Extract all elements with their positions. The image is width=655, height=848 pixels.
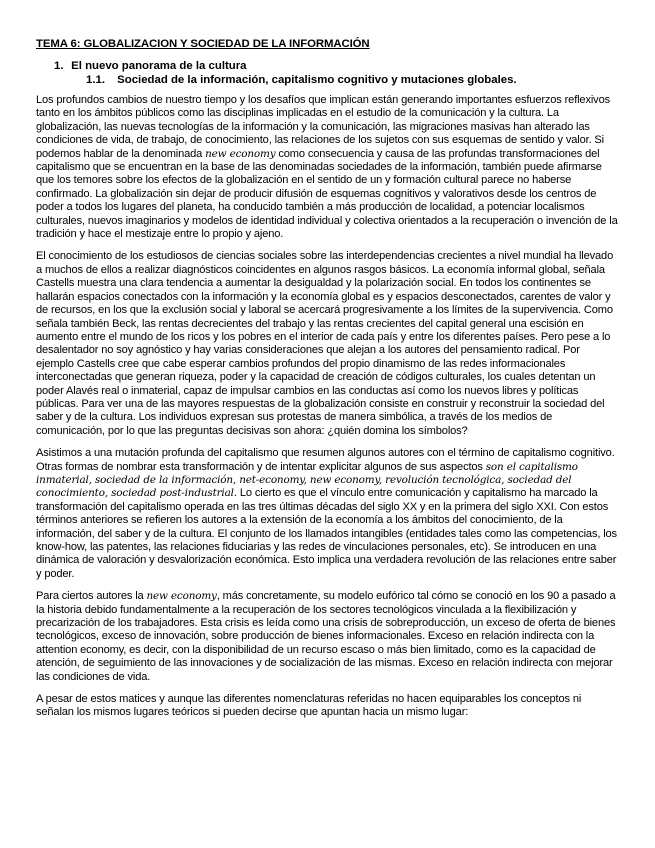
section-number: 1. [54,60,64,72]
text-run: Asistimos a una mutación profunda del capitalismo que resumen algunos autores con el término de capitalismo cognitivo. Otras formas de nombrar esta transformación y de intentar explicitar algunos de sus aspectos [36,447,615,473]
paragraph-3 [36,447,619,581]
italic-text-run: new economy [146,590,217,603]
italic-text-run: son el capitalismo inmaterial, sociedad de la información, net-economy, new economy, revolución tecnológica, sociedad del conocimiento, sociedad post-industrial. [36,460,578,500]
text-run: Para ciertos autores la [36,590,147,603]
text-run: A pesar de estos matices y aunque las diferentes nomenclaturas referidas no hacen equiparables los conceptos ni señalan los mismos lugares teóricos si pueden decirse que apuntan hacia un mismo lugar: [36,693,582,719]
subsection-heading [86,74,619,86]
paragraph-2 [36,250,619,438]
document-title: TEMA 6: GLOBALIZACION Y SOCIEDAD DE LA INFORMACIÓN [36,38,370,50]
text-run: , más concretamente, su modelo eufórico tal cómo se conoció en los 90 a pasado a la historia debido fundamentalmente a la recuperación de los sectores tecnológicos vinculada a la flexibilización y precarización de los trabajadores. Esta crisis es leída como una crisis de sobreproducción, un exceso de oferta de bienes tecnológicos, exceso de innovación, sobre producción de bienes informacionales. Exceso en relación indirecta con la attention economy, es decir, con la disponibilidad de un recurso escaso o más bien limitado, como es la capacidad de atención, de seguimiento de las innovaciones y de socialización de las mismas. Exceso en relación indirecta con mejorar las condiciones de vida. [36,590,616,683]
paragraph-text [36,250,619,438]
paragraph-5 [36,693,619,720]
paragraph-text [36,693,619,720]
text-run: El conocimiento de los estudiosos de ciencias sociales sobre las interdependencias crecientes a nivel mundial ha llevado a muchos de ellos a realizar diagnósticos coincidentes en algunos rasgos básicos. La economía informal global, señala Castells muestra una clara tendencia a aumentar la desigualdad y la polarización social. En todos los continentes se hallarán espacios conectados con la información y la economía global es y espacios desconectados, carentes de valor y de recursos, en los que la exclusión social y laboral se acercará progresivamente a los límites de la supervivencia. Como señala también Beck, las rentas decrecientes del trabajo y las rentas crecientes del capital general una escisión en aumento entre el mundo de los ricos y los pobres en el interior de cada país y entre los diferentes países. Pero pese a lo desalentador no soy agnóstico y hay varias consideraciones que alejan a los autores del pensamiento radical. Por ejemplo Castells cree que cabe esperar cambios profundos del propio dinamismo de las redes informacionales interconectadas que generan riqueza, poder y la capacidad de creación de códigos culturales, los cuales detentan un poder Alavés real o inmaterial, capaz de impulsar cambios en las conductas así como los nuevos libres y políticas públicas. Para ver una de las mayores respuestas de la globalización consiste en construir y reconstruir la sociedad del saber y de la cultura. Los individuos expresan sus protestas de manera simbólica, a través de los medios de comunicación, por lo que las preguntas decisivas son ahora: ¿quién domina los símbolos? [36,250,614,437]
paragraph-text [36,94,619,241]
paragraph-4 [36,590,619,684]
italic-text-run: new economy [205,147,276,160]
section-heading [54,60,619,72]
paragraph-1 [36,94,619,241]
paragraph-text [36,590,619,684]
paragraph-text [36,447,619,581]
subsection-number: 1.1. [86,74,105,86]
text-run: como consecuencia y causa de las profundas transformaciones del capitalismo que se encuentran en la base de las denominadas sociedades de la información, también puede afirmarse que los temores sobre los efectos de la globalización en el sentido de un y formación cultural parece no haberse confirmado. La globalización sin dejar de producir difusión de esquemas cognitivos y valorativos desde los centros de poder a todos los lugares del planeta, ha conducido también a más producción de localidad, a potenciar localismos culturales, nuevos imaginarios y modelos de identidad individual y colectiva orientados a la recuperación o invención de la tradición y hace el mestizaje entre lo propio y ajeno. [36,147,618,241]
text-run: Los profundos cambios de nuestro tiempo y los desafíos que implican están generando importantes esfuerzos reflexivos tanto en los ámbitos públicos como las disciplinas implicadas en el estudio de la comunicación y la cultura. La globalización, las nuevas tecnologías de la información y la comunicación, las migraciones masivas han alterado las condiciones de vida, de trabajo, de conocimiento, las relaciones de los sujetos con sus esquemas de sentido y valor. Si podemos hablar de la denominada [36,94,610,160]
section-heading-text: El nuevo panorama de la cultura [71,60,247,72]
text-run: Lo cierto es que el vínculo entre comunicación y capitalismo ha marcado la transformación del capitalismo operada en las tres últimas décadas del siglo XX y en la primera del siglo XXI. Con estos términos anteriores se refieren los autores a la extensión de la economía a los ámbitos del conocimiento, de la información, del saber y de la cultura. El conjunto de los llamados intangibles (entidades tales como las competencias, los know-how, las patentes, las relaciones fiduciarias y las redes de vinculaciones personales, etc). Se introducen en una dinámica de valoración y desvalorización económica. Esto implica una verdadera revolución de las relaciones entre saber y poder. [36,487,617,580]
subsection-heading-text: Sociedad de la información, capitalismo cognitivo y mutaciones globales. [117,74,517,86]
